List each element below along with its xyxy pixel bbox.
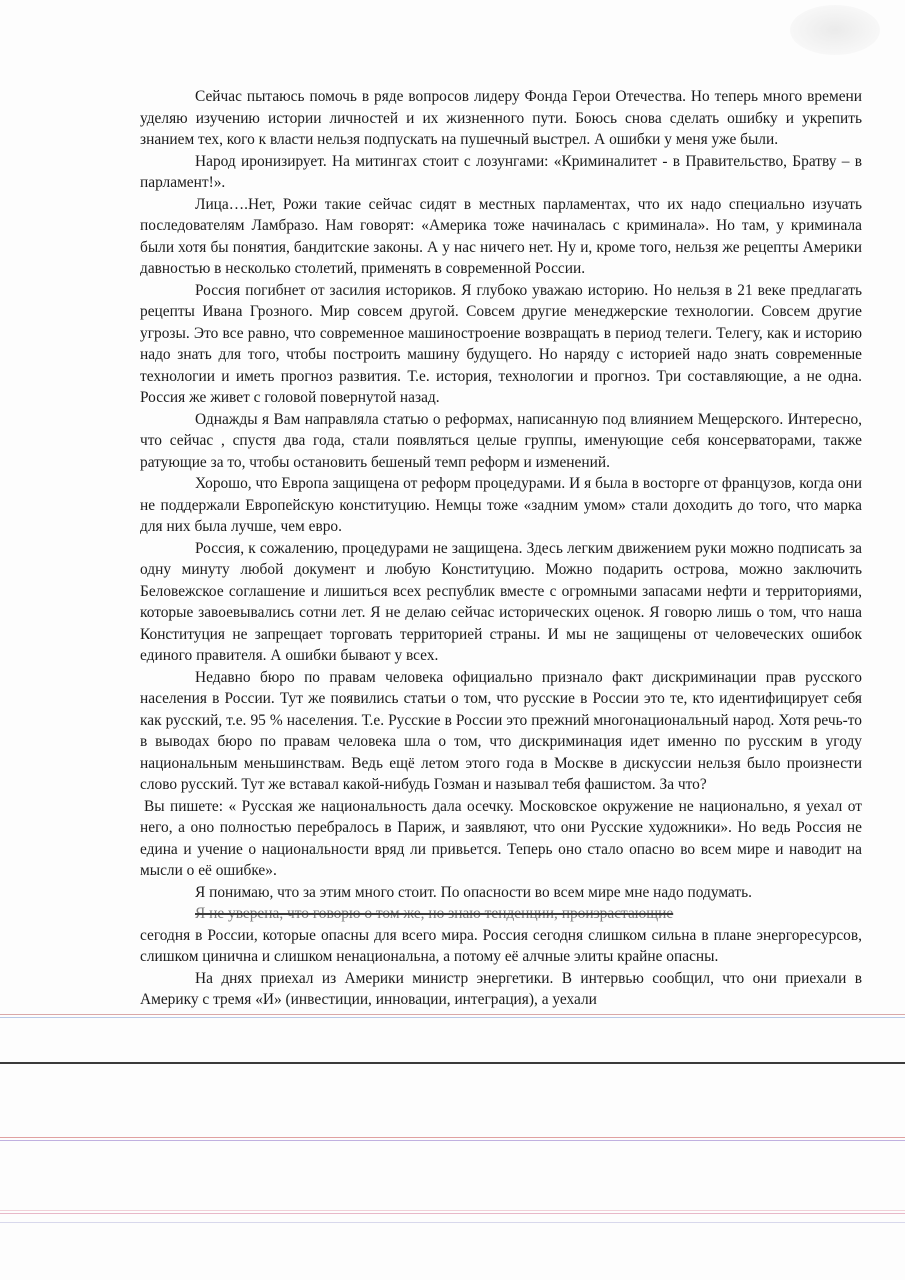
paragraph-5: Однажды я Вам направляла статью о реформах, написанную под влиянием Мещерского. Интересно, что сейчас , спустя два года, стали появляться целые группы, именующие себя консерваторами, также ратующие за то, чтобы остановить бешеный темп реформ и изменений. (140, 410, 862, 471)
scan-artifact-line (0, 1062, 905, 1064)
scan-artifact-line (0, 1017, 905, 1018)
paragraph-4: Россия погибнет от засилия историков. Я глубоко уважаю историю. Но нельзя в 21 веке предлагать рецепты Ивана Грозного. Мир совсем другой. Совсем другие менеджерские технологии. Совсем другие угрозы. Это все равно, что современное машиностроение возвращать в период телеги. Телегу, как и историю надо знать для того, чтобы построить машину будущего. Но наряду с историей надо знать современные технологии и иметь прогноз развития. Т.е. история, технологии и прогноз. Три составляющие, а не одна. Россия же живет с головой повернутой назад. (140, 281, 862, 406)
paragraph-12: На днях приехал из Америки министр энергетики. В интервью сообщил, что они приехали в Америку с тремя «И» (инвестиции, инновации, интеграция), а уехали (140, 969, 862, 1008)
scan-artifact-line (0, 1213, 905, 1214)
paragraph-1: Сейчас пытаюсь помочь в ряде вопросов лидеру Фонда Герои Отечества. Но теперь много времени уделяю изучению истории личностей и их жизненного пути. Боюсь снова сделать ошибку и укрепить знанием тех, кого к власти нельзя подпускать на пушечный выстрел. А ошибки у меня уже были. (140, 88, 862, 148)
scan-smudge (790, 5, 880, 55)
paragraph-2: Народ иронизирует. На митингах стоит с лозунгами: «Криминалитет - в Правительство, Братву – в парламент!». (140, 152, 862, 191)
paragraph-7: Россия, к сожалению, процедурами не защищена. Здесь легким движением руки можно подписать за одну минуту любой документ и любую Конституцию. Можно подарить острова, можно заключить Беловежское соглашение и лишиться всех республик вместе с огромными запасами нефти и территориями, которые завоевывались сотни лет. Я не делаю сейчас исторических оценок. Я говорю лишь о том, что наша Конституция не запрещает торговать территорией страны. И мы не защищены от человеческих ошибок единого правителя. А ошибки бывают у всех. (140, 539, 862, 664)
letter-body (140, 86, 862, 1011)
paragraph-11-struck-line (140, 903, 862, 925)
paragraph-11: сегодня в России, которые опасны для всего мира. Россия сегодня слишком сильна в плане энергоресурсов, слишком цинична и слишком ненациональна, а потому её алчные элиты крайне опасны. (140, 926, 862, 965)
scan-artifact-line (0, 1210, 905, 1211)
paragraph-9: Вы пишете: « Русская же национальность дала осечку. Московское окружение не национально, я уехал от него, а оно полностью перебралось в Париж, и заявляют, что они Русские художники». Но ведь Россия не едина и учение о национальности вряд ли привьется. Теперь оно стало опасно во всем мире и наводит на мысли о её ошибке». (140, 797, 862, 879)
scan-artifact-line (0, 1222, 905, 1223)
scan-artifact-line (0, 1137, 905, 1138)
paragraph-8: Недавно бюро по правам человека официально признало факт дискриминации прав русского населения в России. Тут же появились статьи о том, что русские в России это те, кто идентифицирует себя как русский, т.е. 95 % населения. Т.е. Русские в России это прежний многонациональный народ. Хотя речь-то в выводах бюро по правам человека шла о том, что дискриминация идет именно по русским в угоду национальным меньшинствам. Ведь ещё летом этого года в Москве в дискуссии нельзя было произнести слово русский. Тут же вставал какой-нибудь Гозман и называл тебя фашистом. За что? (140, 668, 862, 793)
paragraph-3: Лица….Нет, Рожи такие сейчас сидят в местных парламентах, что их надо специально изучать последователям Ламбразо. Нам говорят: «Америка тоже начиналась с криминала». Но там, у криминала были хотя бы понятия, бандитские законы. А у нас ничего нет. Ну и, кроме того, нельзя же рецепты Америки давностью в несколько столетий, применять в современной России. (140, 195, 862, 277)
struck-through-text: Я не уверена, что говорю о том же, но знаю тенденции, произрастающие (195, 905, 674, 922)
scan-artifact-line (0, 1140, 905, 1141)
scan-artifact-line (0, 1014, 905, 1015)
paragraph-10: Я понимаю, что за этим много стоит. По опасности во всем мире мне надо подумать. (195, 883, 753, 901)
paragraph-6: Хорошо, что Европа защищена от реформ процедурами. И я была в восторге от французов, когда они не поддержали Европейскую конституцию. Немцы тоже «задним умом» стали доходить до того, что марка для них была лучше, чем евро. (140, 475, 862, 535)
